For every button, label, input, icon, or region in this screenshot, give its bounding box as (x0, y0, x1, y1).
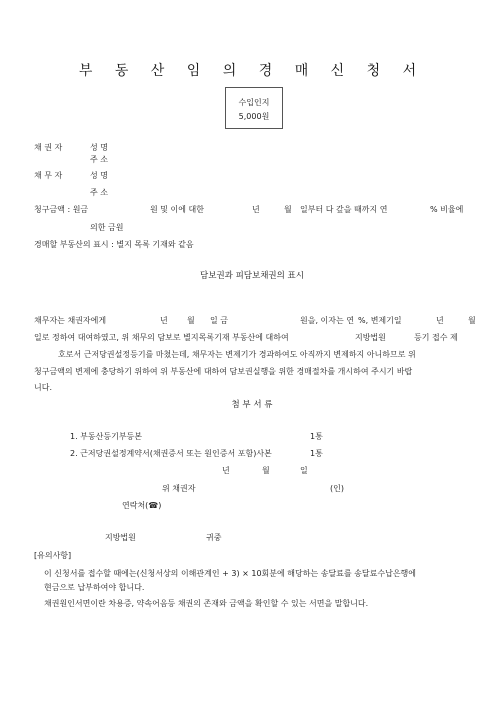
claim-year: 년 (252, 205, 260, 214)
body-l4: 청구금액의 변제에 충당하기 위하여 위 부동산에 대하여 담보권실행을 위한 경매절차를 개시하여 주시기 바랍 (34, 367, 413, 376)
date-year: 년 (222, 466, 230, 475)
body-l3: 호로서 근저당권설정등기를 마쳤는데, 채무자는 변제기가 경과하여도 아직까지 변제하지 아니하므로 위 (58, 350, 416, 359)
body-l1-b: 년 (160, 316, 168, 325)
attachment-1-count: 1통 (310, 432, 323, 441)
notes-title: [유의사항] (34, 551, 72, 560)
section-title: 담보권과 피담보채권의 표시 (200, 271, 304, 281)
note-1: 이 신청서를 접수할 때에는(신청서상의 이해관계인 + 3) × 10회분에 해당하는 송달료를 송달료수납은행에 (44, 569, 417, 578)
stamp-label: 수입인지 (238, 98, 270, 107)
contact-label: 연락처(☎) (122, 501, 162, 510)
creditor-address-label: 주 소 (90, 155, 108, 164)
claim-text-3: % 비율에 (430, 205, 464, 214)
applicant-label: 위 채권자 (162, 484, 196, 493)
attachments-title: 첨 부 서 류 (231, 400, 273, 410)
date-day: 일 (300, 466, 308, 475)
claim-amount-label: 청구금액 : 원금 (34, 205, 89, 214)
debtor-name-label: 성 명 (90, 171, 108, 180)
body-l1-c: 월 (187, 316, 195, 325)
claim-text-1: 원 및 이에 대한 (150, 205, 204, 214)
note-2: 채권원인서면이란 차용증, 약속어음등 채권의 존재와 금액을 확인할 수 있는 서면을 말합니다. (44, 599, 369, 608)
date-month: 월 (262, 466, 270, 475)
debtor-address-label: 주 소 (90, 188, 108, 197)
creditor-name-label: 성 명 (90, 143, 108, 152)
body-l2-b: 지방법원 (355, 333, 386, 342)
attachment-2-count: 1통 (310, 449, 323, 458)
body-l2-c: 등기 접수 제 (414, 333, 458, 342)
court-name: 지방법원 (105, 533, 136, 542)
revenue-stamp-box (225, 87, 283, 129)
claim-month: 월 (284, 205, 292, 214)
claim-text-2: 일부터 다 갚을 때까지 연 (300, 205, 388, 214)
court-suffix: 귀중 (206, 533, 222, 542)
property-description: 경매할 부동산의 표시 : 별지 목록 기재와 같음 (34, 240, 194, 249)
attachment-2: 2. 근저당권설정계약서(채권증서 또는 원인증서 포함)사본 (70, 449, 272, 458)
body-l1-g: 년 (436, 316, 444, 325)
body-l1-d: 일 금 (210, 316, 228, 325)
note-1-cont: 현금으로 납부하여야 합니다. (44, 583, 145, 592)
body-l1-h: 월 (468, 316, 476, 325)
debtor-label: 채 무 자 (34, 171, 63, 180)
seal-mark: (인) (330, 484, 344, 493)
body-l1-f: %, 변제기일 (358, 316, 402, 325)
claim-text-4: 의한 금원 (90, 223, 124, 232)
body-l2-a: 일로 정하여 대여하였고, 위 채무의 담보로 별지목록기재 부동산에 대하여 (34, 333, 289, 342)
body-l5: 니다. (34, 383, 52, 392)
attachment-1: 1. 부동산등기부등본 (70, 432, 142, 441)
stamp-amount: 5,000원 (238, 112, 270, 121)
creditor-label: 채 권 자 (34, 143, 63, 152)
document-title: 부 동 산 임 의 경 매 신 청 서 (78, 63, 426, 79)
body-l1-e: 원을, 이자는 연 (300, 316, 354, 325)
body-l1-a: 채무자는 채권자에게 (34, 316, 107, 325)
